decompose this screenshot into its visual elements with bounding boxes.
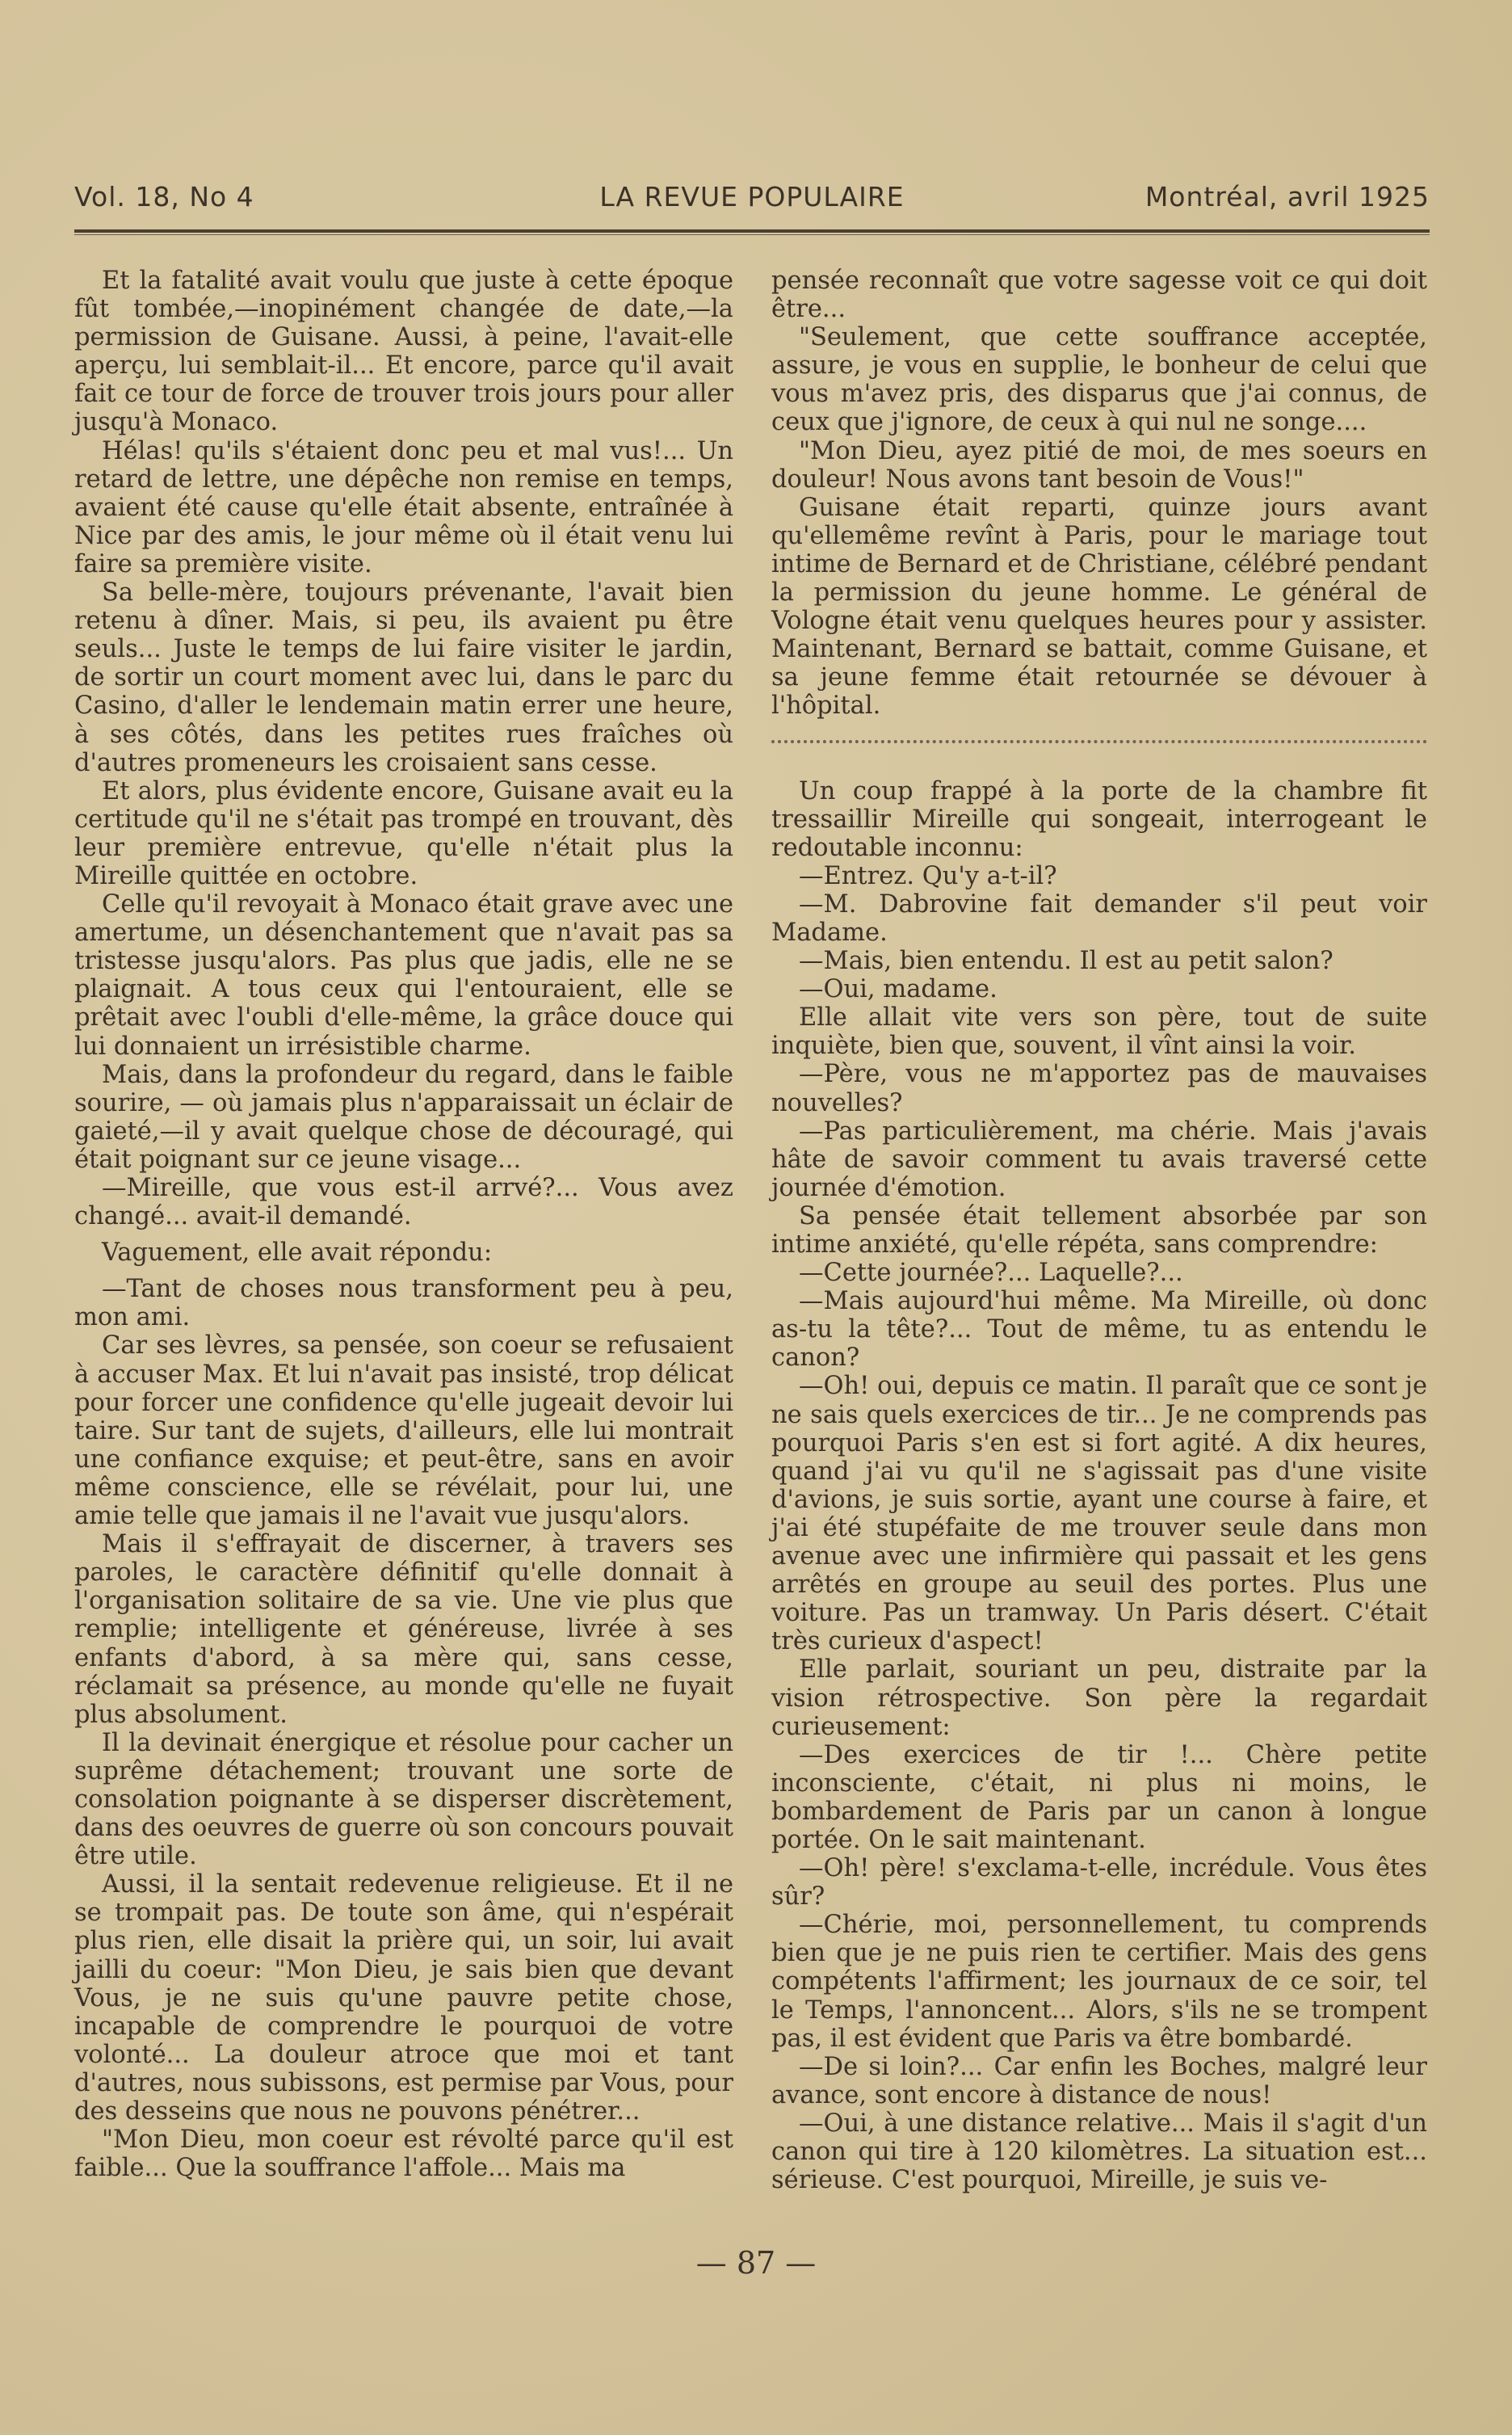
paragraph: —M. Dabrovine fait demander s'il peut voir Madame. <box>771 889 1427 947</box>
paragraph: Aussi, il la sentait redevenue religieuse. Et il ne se trompait pas. De toute son âme, qui n'espérait plus rien, elle disait la prière qui, un soir, lui avait jailli du coeur: "Mon Dieu, je sais bien que devant Vous, je ne suis qu'une pauvre petite chose, incapable de comprendre le pourquoi de votre volonté... La douleur atroce que moi et tant d'autres, nous subissons, est permise par Vous, pour des desseins que nous ne pouvons pénétrer... <box>74 1870 733 2126</box>
paragraph: Vaguement, elle avait répondu: <box>102 1239 493 1268</box>
paragraph: "Seulement, que cette souffrance acceptée, assure, je vous en supplie, le bonheur de celui que vous m'avez pris, des disparus que j'ai connus, de ceux que j'ignore, de ceux à qui nul ne songe.... <box>771 323 1427 437</box>
paragraph: Et alors, plus évidente encore, Guisane avait eu la certitude qu'il ne s'était pas trompé en trouvant, dès leur première entrevue, qu'elle n'était plus la Mireille quittée en octobre. <box>74 776 733 890</box>
paragraph: —Pas particulièrement, ma chérie. Mais j'avais hâte de savoir comment tu avais traversé cette journée d'émotion. <box>771 1117 1427 1202</box>
left-column <box>74 267 733 2182</box>
paragraph: Sa pensée était tellement absorbée par son intime anxiété, qu'elle répéta, sans comprendre: <box>771 1201 1427 1259</box>
paragraph: —Entrez. Qu'y a-t-il? <box>799 861 1057 890</box>
publication-title: LA REVUE POPULAIRE <box>599 181 905 212</box>
paragraph: —Mireille, que vous est-il arrvé?... Vous avez changé... avait-il demandé. <box>74 1174 733 1231</box>
paragraph: —Oh! père! s'exclama-t-elle, incrédule. Vous êtes sûr? <box>771 1854 1427 1911</box>
paragraph: Car ses lèvres, sa pensée, son coeur se refusaient à accuser Max. Et lui n'avait pas insisté, trop délicat pour forcer une confidence qu'elle jugeait devoir lui taire. Sur tant de sujets, d'ailleurs, elle lui montrait une confiance exquise; et peut-être, sans en avoir même conscience, elle se révélait, pour lui, une amie telle que jamais il ne l'avait vue jusqu'alors. <box>74 1331 733 1531</box>
section-divider <box>771 711 1427 743</box>
paragraph: —Cette journée?... Laquelle?... <box>799 1259 1183 1288</box>
right-column <box>771 267 1427 2194</box>
issue-date: Montréal, avril 1925 <box>1144 181 1430 212</box>
paragraph: Elle allait vite vers son père, tout de suite inquiète, bien que, souvent, il vînt ainsi la voir. <box>771 1003 1427 1061</box>
volume-number: Vol. 18, No 4 <box>74 181 254 212</box>
paragraph: "Mon Dieu, ayez pitié de moi, de mes soeurs en douleur! Nous avons tant besoin de Vous!" <box>771 436 1427 494</box>
paragraph: Mais il s'effrayait de discerner, à travers ses paroles, le caractère définitif qu'elle donnait à l'organisation solitaire de sa vie. Une vie plus que remplie; intelligente et généreuse, livrée à ses enfants d'abord, à sa mère qui, sans cesse, réclamait sa présence, au monde qu'elle ne fuyait plus absolument. <box>74 1530 733 1729</box>
paragraph: Celle qu'il revoyait à Monaco était grave avec une amertume, un désenchantement que n'avait pas sa tristesse jusqu'alors. Pas plus que jadis, elle ne se plaignait. A tous ceux qui l'entouraient, elle se prêtait avec l'oubli d'elle-même, la grâce douce qui lui donnaient un irrésistible charme. <box>74 890 733 1061</box>
paragraph: —Des exercices de tir !... Chère petite inconsciente, c'était, ni plus ni moins, le bombardement de Paris par un canon à longue portée. On le sait maintenant. <box>771 1740 1427 1854</box>
paragraph: Guisane était reparti, quinze jours avant qu'ellemême revînt à Paris, pour le mariage tout intime de Bernard et de Christiane, célébré pendant la permission du jeune homme. Le général de Vologne était venu quelques heures pour y assister. Maintenant, Bernard se battait, comme Guisane, et sa jeune femme était retournée se dévouer à l'hôpital. <box>771 493 1427 721</box>
paragraph: —Oh! oui, depuis ce matin. Il paraît que ce sont je ne sais quels exercices de tir... Je ne comprends pas pourquoi Paris s'en est si fort agité. A dix heures, quand j'ai vu qu'il ne s'agissait pas d'une visite d'avions, je suis sortie, ayant une course à faire, et j'ai été stupéfaite de me trouver seule dans mon avenue avec une infirmière qui passait et les gens arrêtés en groupe au seuil des portes. Plus une voiture. Pas un tramway. Un Paris désert. C'était très curieux d'aspect! <box>771 1372 1427 1656</box>
paragraph: Et la fatalité avait voulu que juste à cette époque fût tombée,—inopinément changée de date,—la permission de Guisane. Aussi, à peine, l'avait-elle aperçu, lui semblait-il... Et encore, parce qu'il avait fait ce tour de force de trouver trois jours pour aller jusqu'à Monaco. <box>74 267 733 437</box>
paragraph: Mais, dans la profondeur du regard, dans le faible sourire, — où jamais plus n'apparaissait un éclair de gaieté,—il y avait quelque chose de découragé, qui était poignant sur ce jeune visage... <box>74 1060 733 1174</box>
paragraph: Un coup frappé à la porte de la chambre fit tressaillir Mireille qui songeait, interrogeant le redoutable inconnu: <box>771 776 1427 862</box>
paragraph: Sa belle-mère, toujours prévenante, l'avait bien retenu à dîner. Mais, si peu, ils avaient pu être seuls... Juste le temps de lui faire visiter le jardin, de sortir un court moment avec lui, dans le parc du Casino, d'aller le lendemain matin errer une heure, à ses côtés, dans les petites rues fraîches où d'autres promeneurs les croisaient sans cesse. <box>74 578 733 777</box>
paragraph: Il la devinait énergique et résolue pour cacher un suprême détachement; trouvant une sorte de consolation poignante à se disperser discrètement, dans des oeuvres de guerre où son concours pouvait être utile. <box>74 1728 733 1871</box>
paragraph: Elle parlait, souriant un peu, distraite par la vision rétrospective. Son père la regardait curieusement: <box>771 1655 1427 1741</box>
paragraph: —Mais aujourd'hui même. Ma Mireille, où donc as-tu la tête?... Tout de même, tu as entendu le canon? <box>771 1287 1427 1373</box>
paragraph: —Tant de choses nous transforment peu à peu, mon ami. <box>74 1275 733 1332</box>
paragraph: —Chérie, moi, personnellement, tu comprends bien que je ne puis rien te certifier. Mais des gens compétents l'affirment; les journaux de ce soir, tel le Temps, l'annoncent... Alors, s'ils ne se trompent pas, il est évident que Paris va être bombardé. <box>771 1911 1427 2053</box>
paragraph: —Mais, bien entendu. Il est au petit salon? <box>799 947 1334 976</box>
paragraph: —Oui, à une distance relative... Mais il s'agit d'un canon qui tire à 120 kilomètres. La situation est... sérieuse. C'est pourquoi, Mireille, je suis ve- <box>771 2109 1427 2195</box>
header-rule-thin <box>74 234 1430 235</box>
paragraph: —Oui, madame. <box>799 975 998 1004</box>
page-number: — 87 — <box>695 2245 817 2281</box>
paragraph: pensée reconnaît que votre sagesse voit ce qui doit être... <box>771 267 1427 324</box>
paragraph: —Père, vous ne m'apportez pas de mauvaises nouvelles? <box>771 1060 1427 1117</box>
paragraph: —De si loin?... Car enfin les Boches, malgré leur avance, sont encore à distance de nous! <box>771 2052 1427 2109</box>
running-header <box>74 181 1430 221</box>
header-rule <box>74 229 1430 233</box>
paragraph: "Mon Dieu, mon coeur est révolté parce qu'il est faible... Que la souffrance l'affole... Mais ma <box>74 2126 733 2183</box>
paragraph: Hélas! qu'ils s'étaient donc peu et mal vus!... Un retard de lettre, une dépêche non remise en temps, avaient été cause qu'elle était absente, entraînée à Nice par des amis, le jour même où il était venu lui faire sa première visite. <box>74 436 733 578</box>
